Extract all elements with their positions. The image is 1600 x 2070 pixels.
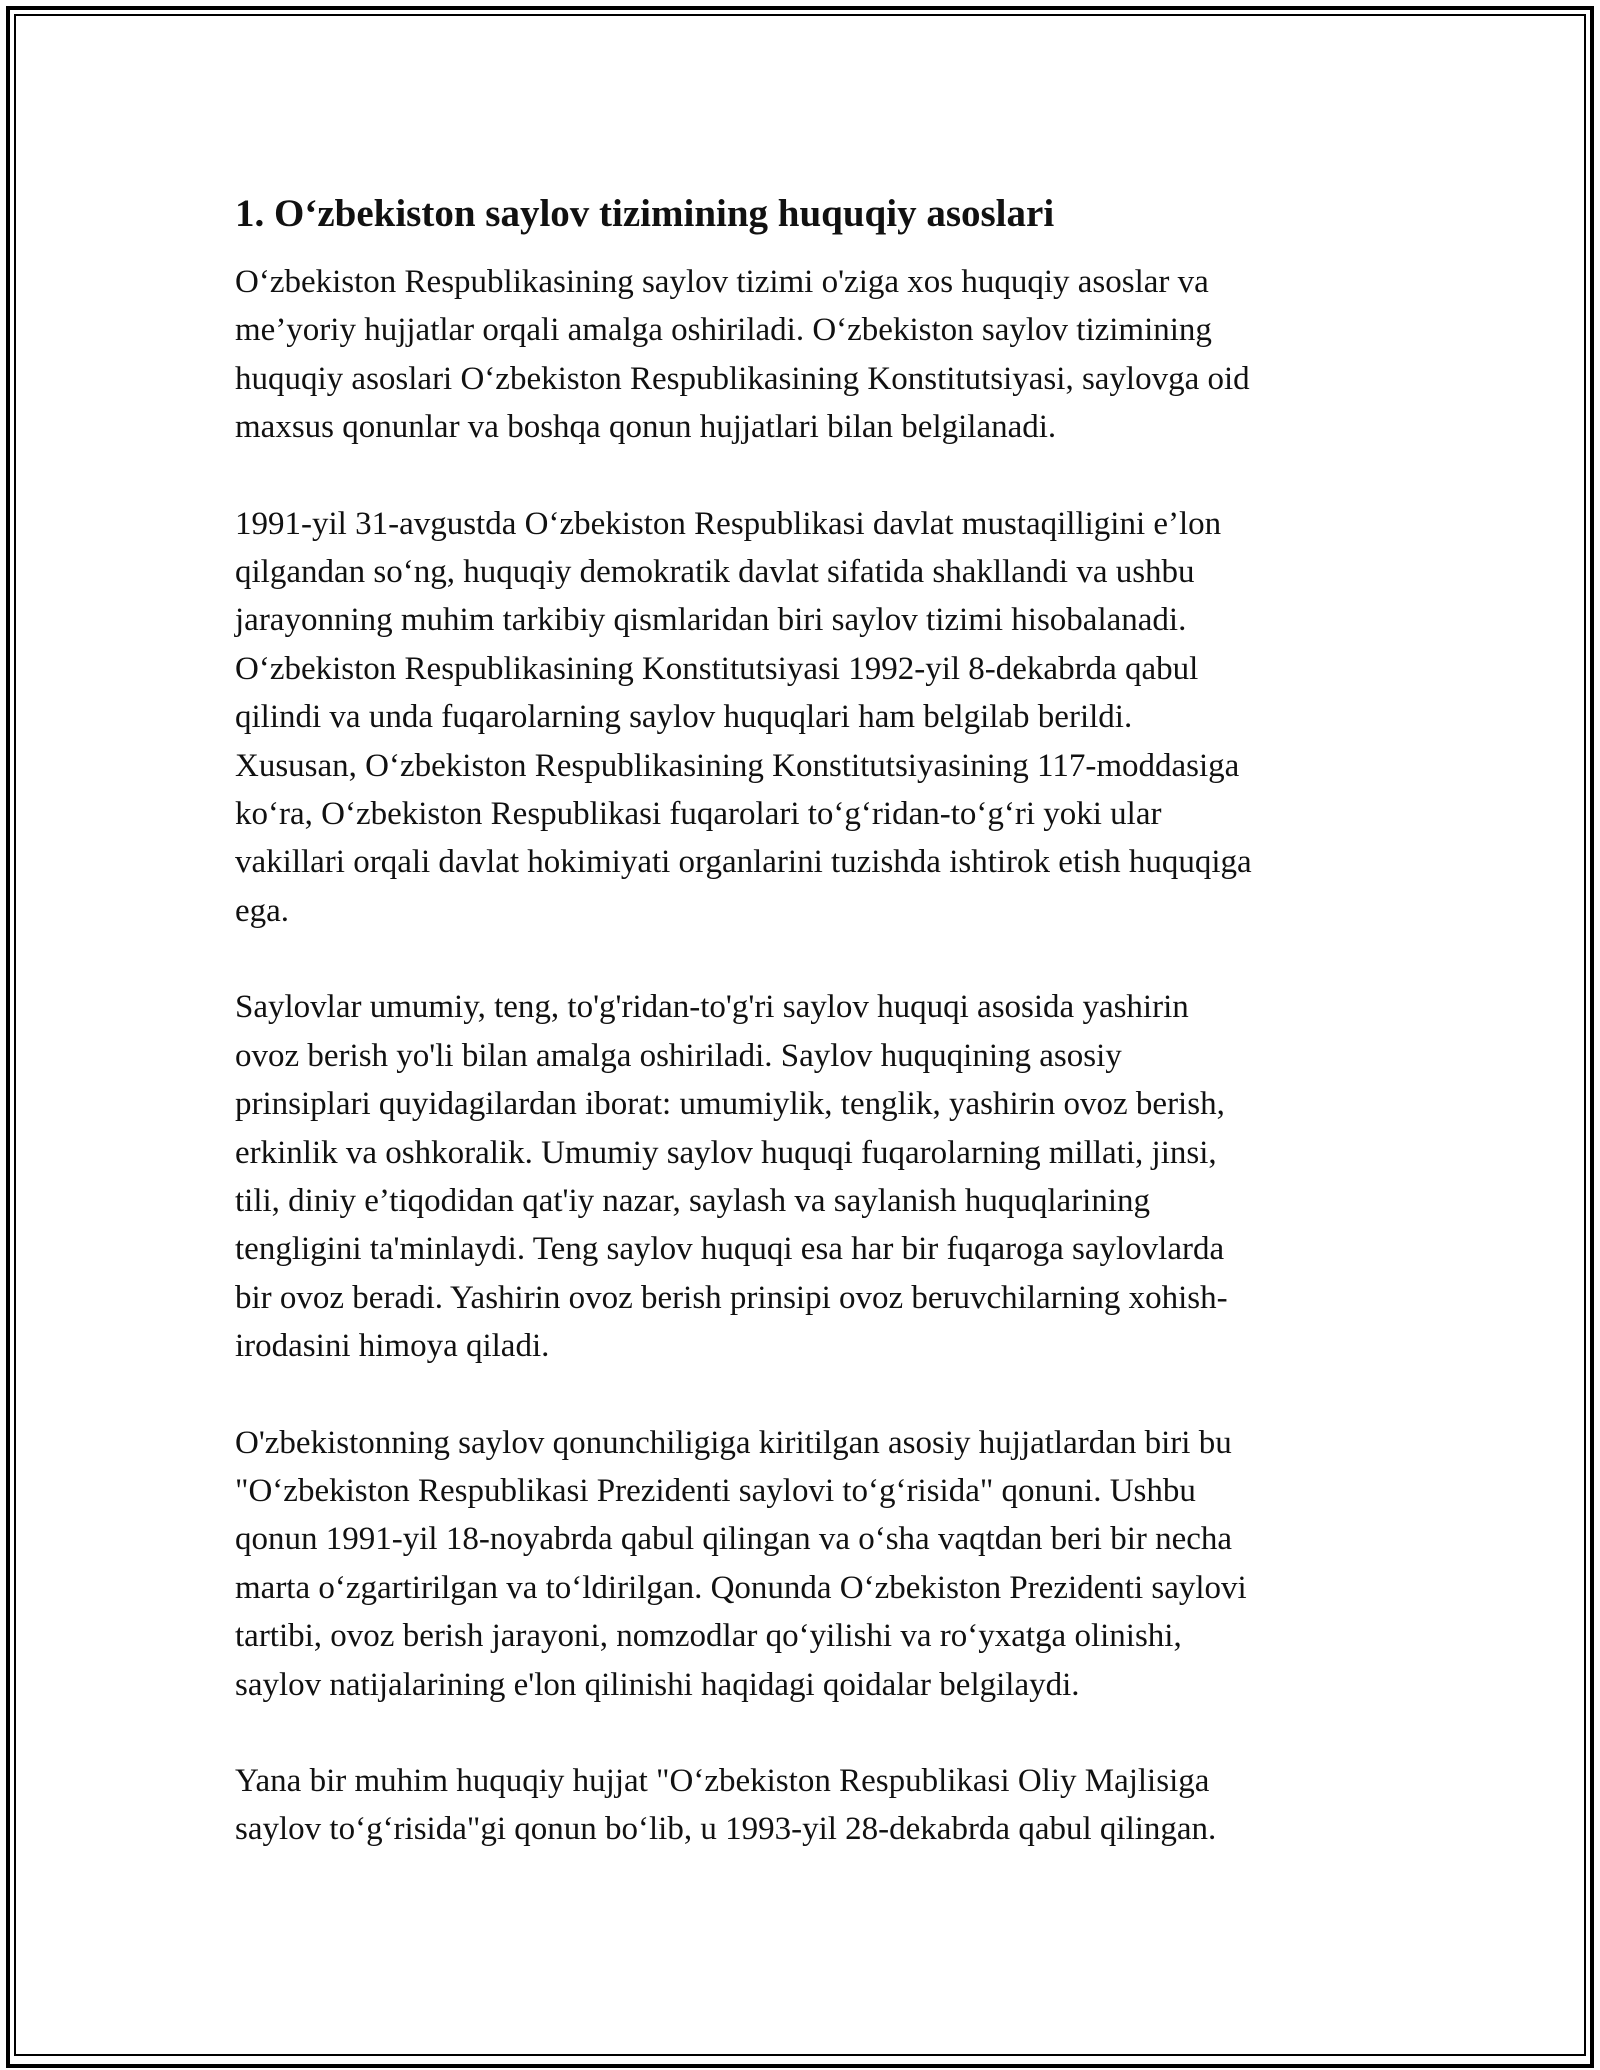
paragraph-principles (235, 983, 1375, 1370)
text-line: "O‘zbekiston Respublikasi Prezidenti saylovi to‘g‘risida" qonuni. Ushbu (235, 1472, 1196, 1509)
text-line: ega. (235, 892, 290, 929)
document-body (235, 186, 1375, 1902)
text-line: huquqiy asoslari O‘zbekiston Respublikasining Konstitutsiyasi, saylovga oid (235, 360, 1250, 397)
text-line: Saylovlar umumiy, teng, to'g'ridan-to'g'ri saylov huquqi asosida yashirin (235, 989, 1189, 1026)
text-line: marta o‘zgartirilgan va to‘ldirilgan. Qonunda O‘zbekiston Prezidenti saylovi (235, 1569, 1247, 1606)
text-line: bir ovoz beradi. Yashirin ovoz berish prinsipi ovoz beruvchilarning xohish- (235, 1279, 1228, 1316)
paragraph-oliy-majlis-law (235, 1757, 1375, 1854)
text-line: me’yoriy hujjatlar orqali amalga oshiriladi. O‘zbekiston saylov tizimining (235, 312, 1212, 349)
text-line: irodasini himoya qiladi. (235, 1328, 550, 1365)
text-line: ovoz berish yo'li bilan amalga oshiriladi. Saylov huquqining asosiy (235, 1037, 1122, 1074)
text-line: jarayonning muhim tarkibiy qismlaridan biri saylov tizimi hisobalanadi. (235, 602, 1187, 639)
text-line: tartibi, ovoz berish jarayoni, nomzodlar qo‘yilishi va ro‘yxatga olinishi, (235, 1618, 1182, 1655)
paragraph-presidential-law (235, 1419, 1375, 1709)
text-line: Xususan, O‘zbekiston Respublikasining Konstitutsiyasining 117-moddasiga (235, 747, 1240, 784)
text-line: qilgandan so‘ng, huquqiy demokratik davlat sifatida shakllandi va ushbu (235, 554, 1195, 591)
text-line: ko‘ra, O‘zbekiston Respublikasi fuqarolari to‘g‘ridan-to‘g‘ri yoki ular (235, 796, 1162, 833)
paragraph-independence (235, 500, 1375, 936)
text-line: O'zbekistonning saylov qonunchiligiga kiritilgan asosiy hujjatlardan biri bu (235, 1424, 1232, 1461)
text-line: vakillari orqali davlat hokimiyati organlarini tuzishda ishtirok etish huquqiga (235, 844, 1252, 881)
text-line: qilindi va unda fuqarolarning saylov huquqlari ham belgilab berildi. (235, 699, 1133, 736)
text-line: 1991-yil 31-avgustda O‘zbekiston Respublikasi davlat mustaqilligini e’lon (235, 505, 1222, 542)
section-heading: 1. O‘zbekiston saylov tizimining huquqiy asoslari (235, 192, 1055, 235)
text-line: saylov natijalarining e'lon qilinishi haqidagi qoidalar belgilaydi. (235, 1666, 1080, 1703)
text-line: O‘zbekiston Respublikasining saylov tizimi o'ziga xos huquqiy asoslar va (235, 264, 1209, 300)
text-line: qonun 1991-yil 18-noyabrda qabul qilingan va o‘sha vaqtdan beri bir necha (235, 1521, 1233, 1558)
text-line: Yana bir muhim huquqiy hujjat "O‘zbekiston Respublikasi Oliy Majlisiga (235, 1762, 1210, 1799)
text-line: maxsus qonunlar va boshqa qonun hujjatlari bilan belgilanadi. (235, 409, 1057, 446)
text-line: saylov to‘g‘risida"gi qonun bo‘lib, u 1993-yil 28-dekabrda qabul qilingan. (235, 1811, 1217, 1848)
text-line: tili, diniy e’tiqodidan qat'iy nazar, saylash va saylanish huquqlarining (235, 1182, 1150, 1219)
text-line: prinsiplari quyidagilardan iborat: umumiylik, tenglik, yashirin ovoz berish, (235, 1086, 1225, 1123)
text-line: O‘zbekiston Respublikasining Konstitutsiyasi 1992-yil 8-dekabrda qabul (235, 650, 1199, 687)
text-line: erkinlik va oshkoralik. Umumiy saylov huquqi fuqarolarning millati, jinsi, (235, 1134, 1217, 1171)
text-line: tengligini ta'minlaydi. Teng saylov huquqi esa har bir fuqaroga saylovlarda (235, 1231, 1225, 1268)
paragraph-legal-basis (235, 258, 1375, 452)
